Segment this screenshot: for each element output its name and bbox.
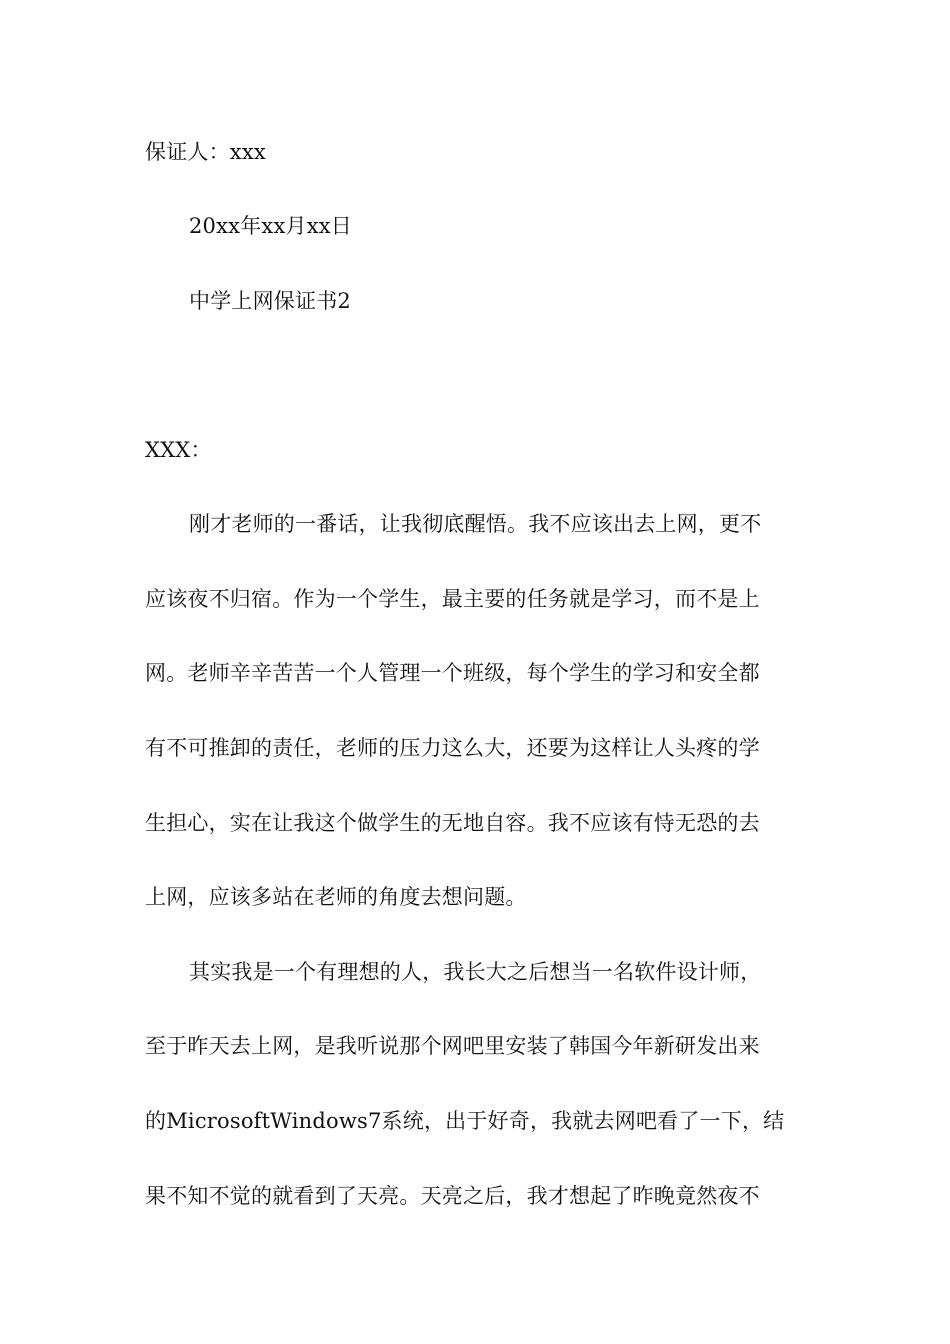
salutation: XXX：: [145, 438, 212, 462]
paragraph1-line: 生担心，实在让我这个做学生的无地自容。我不应该有恃无恐的去: [145, 811, 760, 835]
document-heading: 中学上网保证书2: [189, 289, 351, 313]
date-line: 20xx年xx月xx日: [189, 214, 352, 238]
paragraph1-line: 网。老师辛辛苦苦一个人管理一个班级，每个学生的学习和安全都: [145, 661, 760, 685]
paragraph2-line: 至于昨天去上网，是我听说那个网吧里安装了韩国今年新研发出来: [145, 1034, 760, 1058]
paragraph2-line: 的MicrosoftWindows7系统，出于好奇，我就去网吧看了一下，结: [145, 1109, 785, 1133]
paragraph1-line: 应该夜不归宿。作为一个学生，最主要的任务就是学习，而不是上: [145, 587, 760, 611]
paragraph1-line: 上网，应该多站在老师的角度去想问题。: [145, 885, 527, 909]
paragraph1-line: 刚才老师的一番话，让我彻底醒悟。我不应该出去上网，更不: [189, 512, 762, 536]
paragraph2-line: 果不知不觉的就看到了天亮。天亮之后，我才想起了昨晚竟然夜不: [145, 1184, 760, 1208]
paragraph1-line: 有不可推卸的责任，老师的压力这么大，还要为这样让人头疼的学: [145, 736, 760, 760]
paragraph2-line: 其实我是一个有理想的人，我长大之后想当一名软件设计师，: [189, 960, 762, 984]
guarantor-line: 保证人：xxx: [145, 140, 266, 164]
